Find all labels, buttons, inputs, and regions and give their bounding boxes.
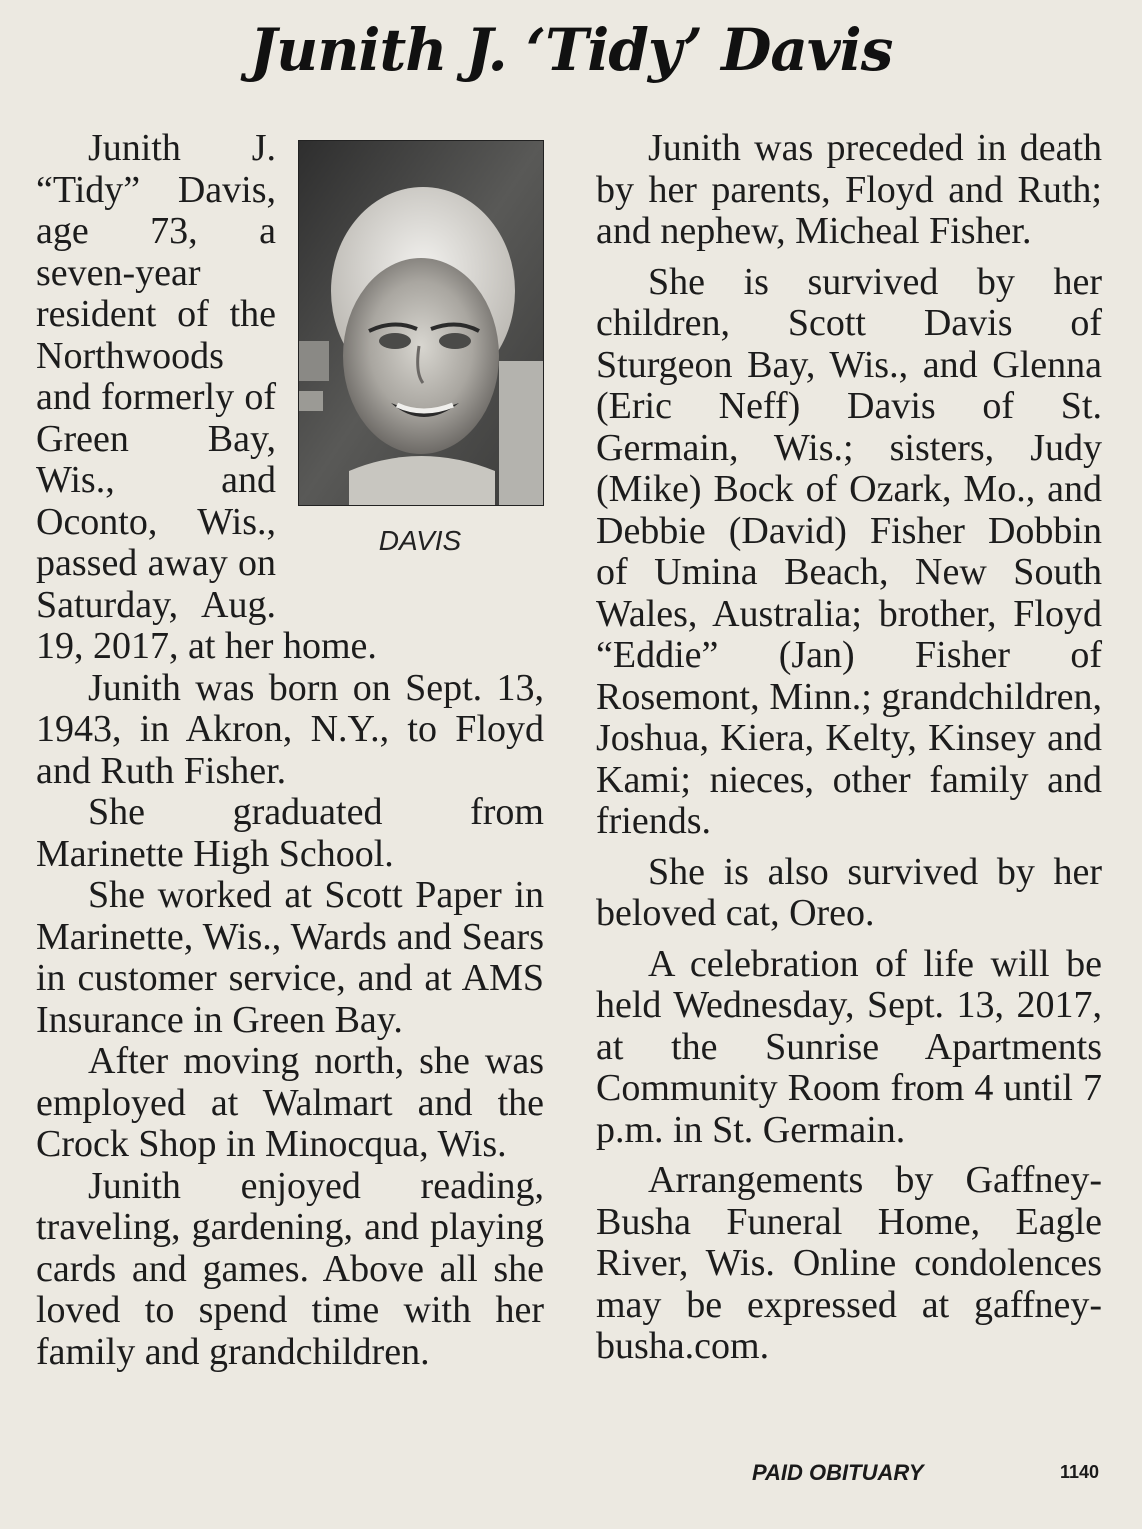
paragraph-work: She worked at Scott Paper in Marinette, Wis., Wards and Sears in customer service, and at AMS Insurance in Green Bay. — [36, 874, 544, 1041]
paragraph-pet: She is also survived by her beloved cat, Oreo. — [596, 850, 1102, 934]
paid-obituary-label: PAID OBITUARY — [752, 1460, 924, 1485]
obituary-title: Junith J. ‘Tidy’ Davis — [249, 16, 893, 84]
paragraph-education: She graduated from Marinette High School. — [36, 791, 544, 875]
left-column — [36, 128, 544, 1373]
paragraph-birth: Junith was born on Sept. 13, 1943, in Akron, N.Y., to Floyd and Ruth Fisher. — [36, 666, 544, 792]
ad-number: 1140 — [1060, 1462, 1100, 1482]
photo-caption: DAVIS — [378, 525, 462, 556]
portrait-photo — [298, 140, 544, 506]
paragraph-hobbies: Junith enjoyed reading, traveling, gardening, and playing cards and games. Above all she loved to spend time with her family and grandchildren. — [36, 1164, 544, 1373]
paragraph-arrangements: Arrangements by Gaffney-Busha Funeral Home, Eagle River, Wis. Online condolences may be expressed at gaffney-busha.com. — [596, 1159, 1102, 1367]
paragraph-later-work: After moving north, she was employed at Walmart and the Crock Shop in Minocqua, Wis. — [36, 1040, 544, 1165]
paragraph-survivors: She is survived by her children, Scott Davis of Sturgeon Bay, Wis., and Glenna (Eric Neff) Davis of St. Germain, Wis.; sisters, Judy (Mike) Bock of Ozark, Mo., and Debbie (David) Fisher Dobbin of Umina Beach, New South Wales, Australia; brother, Floyd “Eddie” (Jan) Fisher of Rosemont, Minn.; grandchildren, Joshua, Kiera, Kelty, Kinsey and Kami; nieces, other family and friends. — [596, 260, 1102, 842]
paragraph-preceded: Junith was preceded in death by her parents, Floyd and Ruth; and nephew, Micheal Fisher. — [596, 127, 1102, 252]
portrait-figure — [298, 140, 544, 592]
paragraph-celebration: A celebration of life will be held Wednesday, Sept. 13, 2017, at the Sunrise Apartments Community Room from 4 until 7 p.m. in St. Germain. — [596, 942, 1102, 1151]
right-column — [596, 128, 1102, 1368]
paragraph-intro: Junith J. “Tidy” Davis, age 73, a seven-year resident of the Northwoods and formerly of Green Bay, Wis., and Oconto, Wis., passed away on Saturday, Aug. 19, 2017, at her home. — [36, 127, 377, 667]
